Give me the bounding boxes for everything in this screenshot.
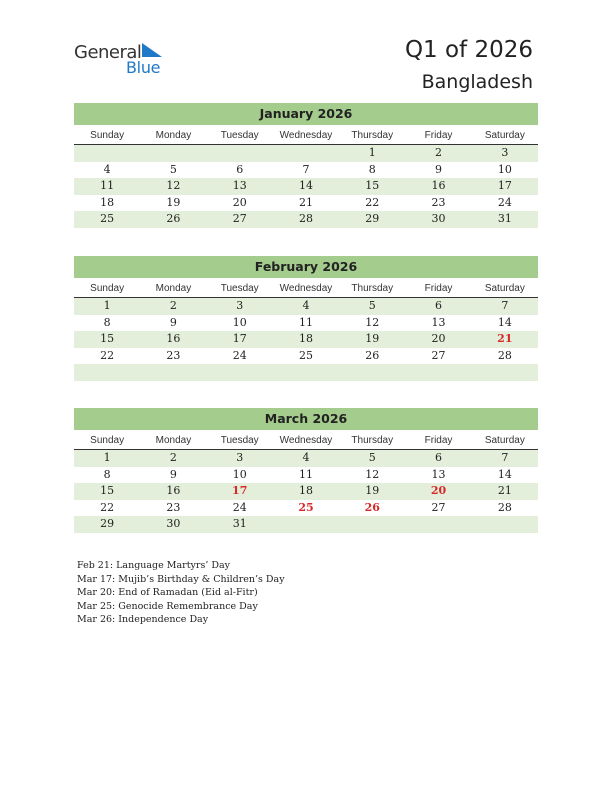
weekday-header-row <box>74 433 538 450</box>
day-cell: 10 <box>497 162 512 176</box>
holiday-note: Mar 17: Mujib’s Birthday & Children’s Day <box>77 573 285 585</box>
day-cell: 22 <box>100 348 115 362</box>
day-cell: 8 <box>103 315 111 329</box>
month-title: March 2026 <box>74 408 538 430</box>
week-row <box>74 298 538 315</box>
day-cell: 18 <box>100 195 115 209</box>
week-row <box>74 467 538 484</box>
day-cell: 8 <box>368 162 376 176</box>
day-cell: 15 <box>365 179 380 192</box>
day-cell <box>405 516 471 533</box>
day-cell: 17 <box>232 332 247 345</box>
day-cell: 17 <box>497 179 512 192</box>
weekday-label: Sunday <box>90 435 125 446</box>
day-cell: 6 <box>435 299 443 312</box>
day-cell: 6 <box>236 162 244 176</box>
holiday-day-cell: 25 <box>298 500 314 514</box>
weekday-label: Sunday <box>90 283 125 294</box>
day-cell <box>74 364 140 381</box>
holiday-note: Mar 25: Genocide Remembrance Day <box>77 600 258 612</box>
day-cell: 19 <box>166 195 181 209</box>
logo-general-text: General <box>74 42 142 63</box>
holiday-day-cell: 21 <box>497 332 513 345</box>
day-cell <box>273 364 339 381</box>
day-cell: 20 <box>431 332 446 345</box>
day-cell: 5 <box>368 451 376 464</box>
weekday-label: Tuesday <box>220 283 259 294</box>
day-cell: 13 <box>232 179 247 192</box>
day-cell: 19 <box>365 332 380 345</box>
day-cell: 23 <box>431 195 446 209</box>
day-cell: 3 <box>236 451 244 464</box>
day-cell: 23 <box>166 500 181 514</box>
day-cell: 27 <box>431 348 446 362</box>
day-cell: 18 <box>298 484 313 497</box>
holiday-note: Mar 26: Independence Day <box>77 614 209 626</box>
day-cell: 27 <box>232 212 247 225</box>
weekday-label: Wednesday <box>279 283 333 294</box>
day-cell: 7 <box>302 162 310 176</box>
day-cell: 7 <box>501 451 509 464</box>
day-cell <box>140 145 206 162</box>
day-cell <box>207 145 273 162</box>
month-march <box>74 408 538 533</box>
day-cell: 5 <box>368 299 376 312</box>
day-cell: 14 <box>298 179 313 192</box>
weekday-label: Thursday <box>351 435 394 446</box>
week-row <box>74 483 538 500</box>
day-cell <box>472 516 538 533</box>
day-cell: 1 <box>103 451 111 464</box>
day-cell: 4 <box>302 299 310 312</box>
day-cell: 25 <box>100 212 115 225</box>
day-cell <box>207 364 273 381</box>
weekday-label: Friday <box>424 435 453 446</box>
day-cell: 16 <box>166 332 181 345</box>
day-cell: 12 <box>365 467 380 481</box>
weekday-label: Wednesday <box>279 130 333 141</box>
day-cell: 21 <box>298 195 313 209</box>
weekday-label: Monday <box>155 130 192 141</box>
week-row <box>74 145 538 162</box>
day-cell: 11 <box>298 467 313 481</box>
page-subtitle: Bangladesh <box>421 71 533 93</box>
weekday-label: Monday <box>155 435 192 446</box>
day-cell: 28 <box>497 500 512 514</box>
day-cell: 4 <box>103 162 111 176</box>
day-cell: 9 <box>169 467 177 481</box>
day-cell: 31 <box>497 212 512 225</box>
day-cell: 8 <box>103 467 111 481</box>
day-cell: 12 <box>166 179 181 192</box>
day-cell: 12 <box>365 315 380 329</box>
holiday-notes <box>77 559 285 627</box>
day-cell: 30 <box>166 517 181 530</box>
weekday-label: Saturday <box>484 130 525 141</box>
week-row <box>74 516 538 533</box>
day-cell: 30 <box>431 212 446 225</box>
day-cell: 18 <box>298 332 313 345</box>
day-cell: 26 <box>365 348 380 362</box>
day-cell: 2 <box>435 146 443 159</box>
day-cell: 27 <box>431 500 446 514</box>
month-february <box>74 256 538 381</box>
week-row <box>74 162 538 179</box>
weekday-label: Tuesday <box>220 130 259 141</box>
day-cell <box>472 364 538 381</box>
day-cell: 28 <box>497 348 512 362</box>
day-cell <box>339 516 405 533</box>
day-cell: 1 <box>368 146 376 159</box>
month-title: January 2026 <box>74 103 538 125</box>
day-cell: 13 <box>431 315 446 329</box>
day-cell: 29 <box>100 517 115 530</box>
day-cell <box>273 145 339 162</box>
day-cell: 16 <box>166 484 181 497</box>
weekday-label: Monday <box>155 283 192 294</box>
week-row <box>74 348 538 365</box>
weekday-label: Thursday <box>351 130 394 141</box>
week-row <box>74 450 538 467</box>
month-january <box>74 103 538 228</box>
day-cell: 15 <box>100 484 115 497</box>
day-cell: 13 <box>431 467 446 481</box>
week-row <box>74 178 538 195</box>
weekday-label: Thursday <box>351 283 394 294</box>
day-cell: 5 <box>169 162 177 176</box>
day-cell: 26 <box>166 212 181 225</box>
weekday-header-row <box>74 281 538 298</box>
weekday-header-row <box>74 128 538 145</box>
day-cell: 11 <box>100 179 115 192</box>
weekday-label: Wednesday <box>279 435 333 446</box>
holiday-note: Mar 20: End of Ramadan (Eid al-Fitr) <box>77 587 258 599</box>
weekday-label: Friday <box>424 130 453 141</box>
day-cell: 11 <box>298 315 313 329</box>
day-cell: 20 <box>232 195 247 209</box>
logo-blue-text: Blue <box>126 58 161 77</box>
day-cell: 31 <box>232 517 247 530</box>
weekday-label: Friday <box>424 283 453 294</box>
day-cell: 3 <box>501 146 509 159</box>
generalblue-logo <box>74 40 174 80</box>
day-cell: 22 <box>365 195 380 209</box>
week-row <box>74 331 538 348</box>
day-cell <box>405 364 471 381</box>
day-cell: 24 <box>232 500 247 514</box>
day-cell: 24 <box>497 195 512 209</box>
day-cell: 3 <box>236 299 244 312</box>
day-cell: 28 <box>298 212 313 225</box>
day-cell <box>140 364 206 381</box>
day-cell <box>74 145 140 162</box>
week-row <box>74 500 538 517</box>
day-cell: 7 <box>501 299 509 312</box>
weekday-label: Sunday <box>90 130 125 141</box>
day-cell: 14 <box>497 315 512 329</box>
weekday-label: Tuesday <box>220 435 259 446</box>
holiday-note: Feb 21: Language Martyrs’ Day <box>77 560 231 571</box>
day-cell: 9 <box>435 162 443 176</box>
day-cell: 15 <box>100 332 115 345</box>
day-cell <box>273 516 339 533</box>
day-cell: 21 <box>497 484 512 497</box>
day-cell: 25 <box>298 348 313 362</box>
weekday-label: Saturday <box>484 283 525 294</box>
day-cell: 10 <box>232 315 247 329</box>
day-cell: 1 <box>103 299 111 312</box>
logo-triangle-icon <box>140 43 162 59</box>
day-cell: 23 <box>166 348 181 362</box>
weekday-label: Saturday <box>484 435 525 446</box>
day-cell: 19 <box>365 484 380 497</box>
holiday-day-cell: 26 <box>364 500 380 514</box>
month-title: February 2026 <box>74 256 538 278</box>
holiday-day-cell: 17 <box>232 484 248 497</box>
day-cell: 6 <box>435 451 443 464</box>
week-row <box>74 315 538 332</box>
day-cell: 2 <box>169 299 177 312</box>
week-row <box>74 364 538 381</box>
day-cell <box>339 364 405 381</box>
day-cell: 9 <box>169 315 177 329</box>
day-cell: 29 <box>365 212 380 225</box>
week-row <box>74 195 538 212</box>
week-row <box>74 211 538 228</box>
day-cell: 10 <box>232 467 247 481</box>
holiday-day-cell: 20 <box>430 484 447 497</box>
day-cell: 22 <box>100 500 115 514</box>
day-cell: 16 <box>431 179 446 192</box>
day-cell: 14 <box>497 467 512 481</box>
day-cell: 24 <box>232 348 247 362</box>
day-cell: 2 <box>169 451 177 464</box>
day-cell: 4 <box>302 451 310 464</box>
page-title: Q1 of 2026 <box>404 37 533 63</box>
